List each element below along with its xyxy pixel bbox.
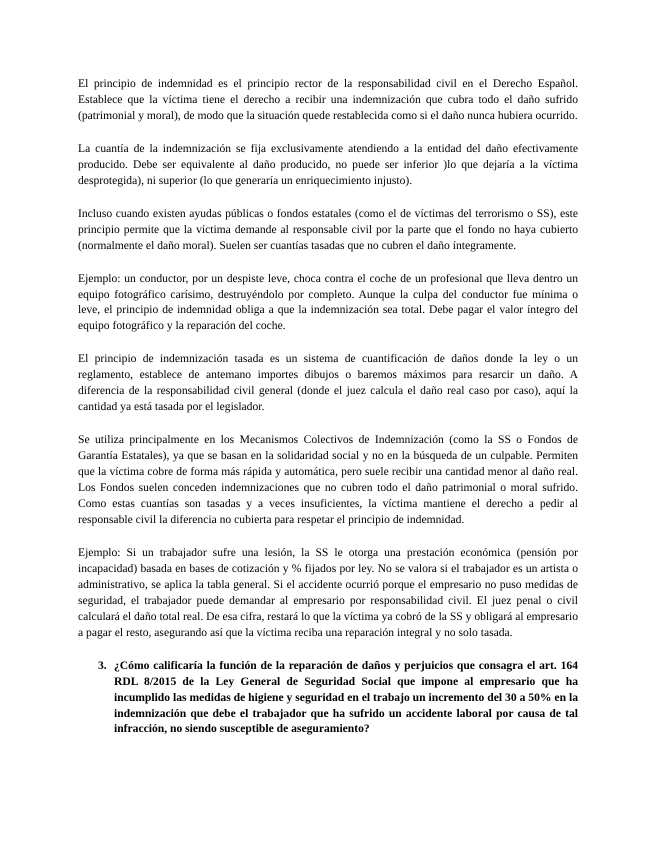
question-item: [78, 658, 578, 738]
paragraph-mecanismos-colectivos: Se utiliza principalmente en los Mecanismos Colectivos de Indemnización (como la SS o Fondos de Garantía Estatales), ya que se basan en la solidaridad social y no en la búsqueda de un culpable. Permiten que la víctima cobre de forma más rápida y automática, pero suele recibir una cantidad menor al daño real. Los Fondos suelen conceden indemnizaciones que no cubren todo el daño patrimonial o moral sufrido. Como estas cuantías son tasadas y a veces insuficientes, la víctima mantiene el derecho a pedir al responsable civil la diferencia no cubierta para respetar el principio de indemnidad.: [78, 433, 578, 526]
document-body: [78, 76, 578, 737]
question-text: ¿Cómo calificaría la función de la reparación de daños y perjuicios que consagra el art. 164 RDL 8/2015 de la Ley General de Seguridad Social que impone al empresario que ha incumplido las medidas de higiene y seguridad en el trabajo un incremento del 30 a 50% en la indemnización que debe el trabajador que ha sufrido un accidente laboral por causa de tal infracción, no siendo susceptible de aseguramiento?: [114, 658, 578, 736]
paragraph-ejemplo-conductor: Ejemplo: un conductor, por un despiste leve, choca contra el coche de un profesional que lleva dentro un equipo fotográfico carísimo, destruyéndolo por completo. Aunque la culpa del conductor fue mínima o leve, el principio de indemnidad obliga a que la indemnización sea total. Debe pagar el valor íntegro del equipo fotográfico y la reparación del coche.: [78, 271, 578, 333]
paragraph-ayudas-publicas: Incluso cuando existen ayudas públicas o fondos estatales (como el de víctimas del terrorismo o SS), este principio permite que la víctima demande al responsable civil por la parte que el fondo no haya cubierto (normalmente el daño moral). Suelen ser cuantías tasadas que no cubren el daño íntegramente.: [78, 206, 578, 252]
paragraph-ejemplo-trabajador: Ejemplo: Si un trabajador sufre una lesión, la SS le otorga una prestación económica (pensión por incapacidad) basada en bases de cotización y % fijados por ley. No se valora si el trabajador es un artista o administrativo, se aplica la tabla general. Si el accidente ocurrió porque el empresario no puso medidas de seguridad, el trabajador puede demandar al empresario por responsabilidad civil. El juez penal o civil calculará el daño total real. De esa cifra, restará lo que la víctima ya cobró de la SS y obligará al empresario a pagar el resto, asegurando así que la víctima reciba una reparación integral y no solo tasada.: [78, 545, 578, 639]
question-number: 3.: [98, 658, 107, 672]
paragraph-indemnizacion-tasada: El principio de indemnización tasada es un sistema de cuantificación de daños donde la ley o un reglamento, establece de antemano importes dibujos o baremos máximos para resarcir un daño. A diferencia de la responsabilidad civil general (donde el juez calcula el daño real caso por caso), aquí la cantidad ya está tasada por el legislador.: [78, 352, 578, 414]
paragraph-indemnidad-definition: El principio de indemnidad es el principio rector de la responsabilidad civil en el Derecho Español. Establece que la víctima tiene el derecho a recibir una indemnización que cubra todo el daño sufrido (patrimonial y moral), de modo que la situación quede restablecida como si el daño nunca hubiera ocurrido.: [78, 77, 578, 122]
paragraph-cuantia: La cuantía de la indemnización se fija exclusivamente atendiendo a la entidad del daño efectivamente producido. Debe ser equivalente al daño producido, no puede ser inferior )lo que dejaría a la víctima desprotegida), ni superior (lo que generaría un enriquecimiento injusto).: [78, 141, 578, 187]
